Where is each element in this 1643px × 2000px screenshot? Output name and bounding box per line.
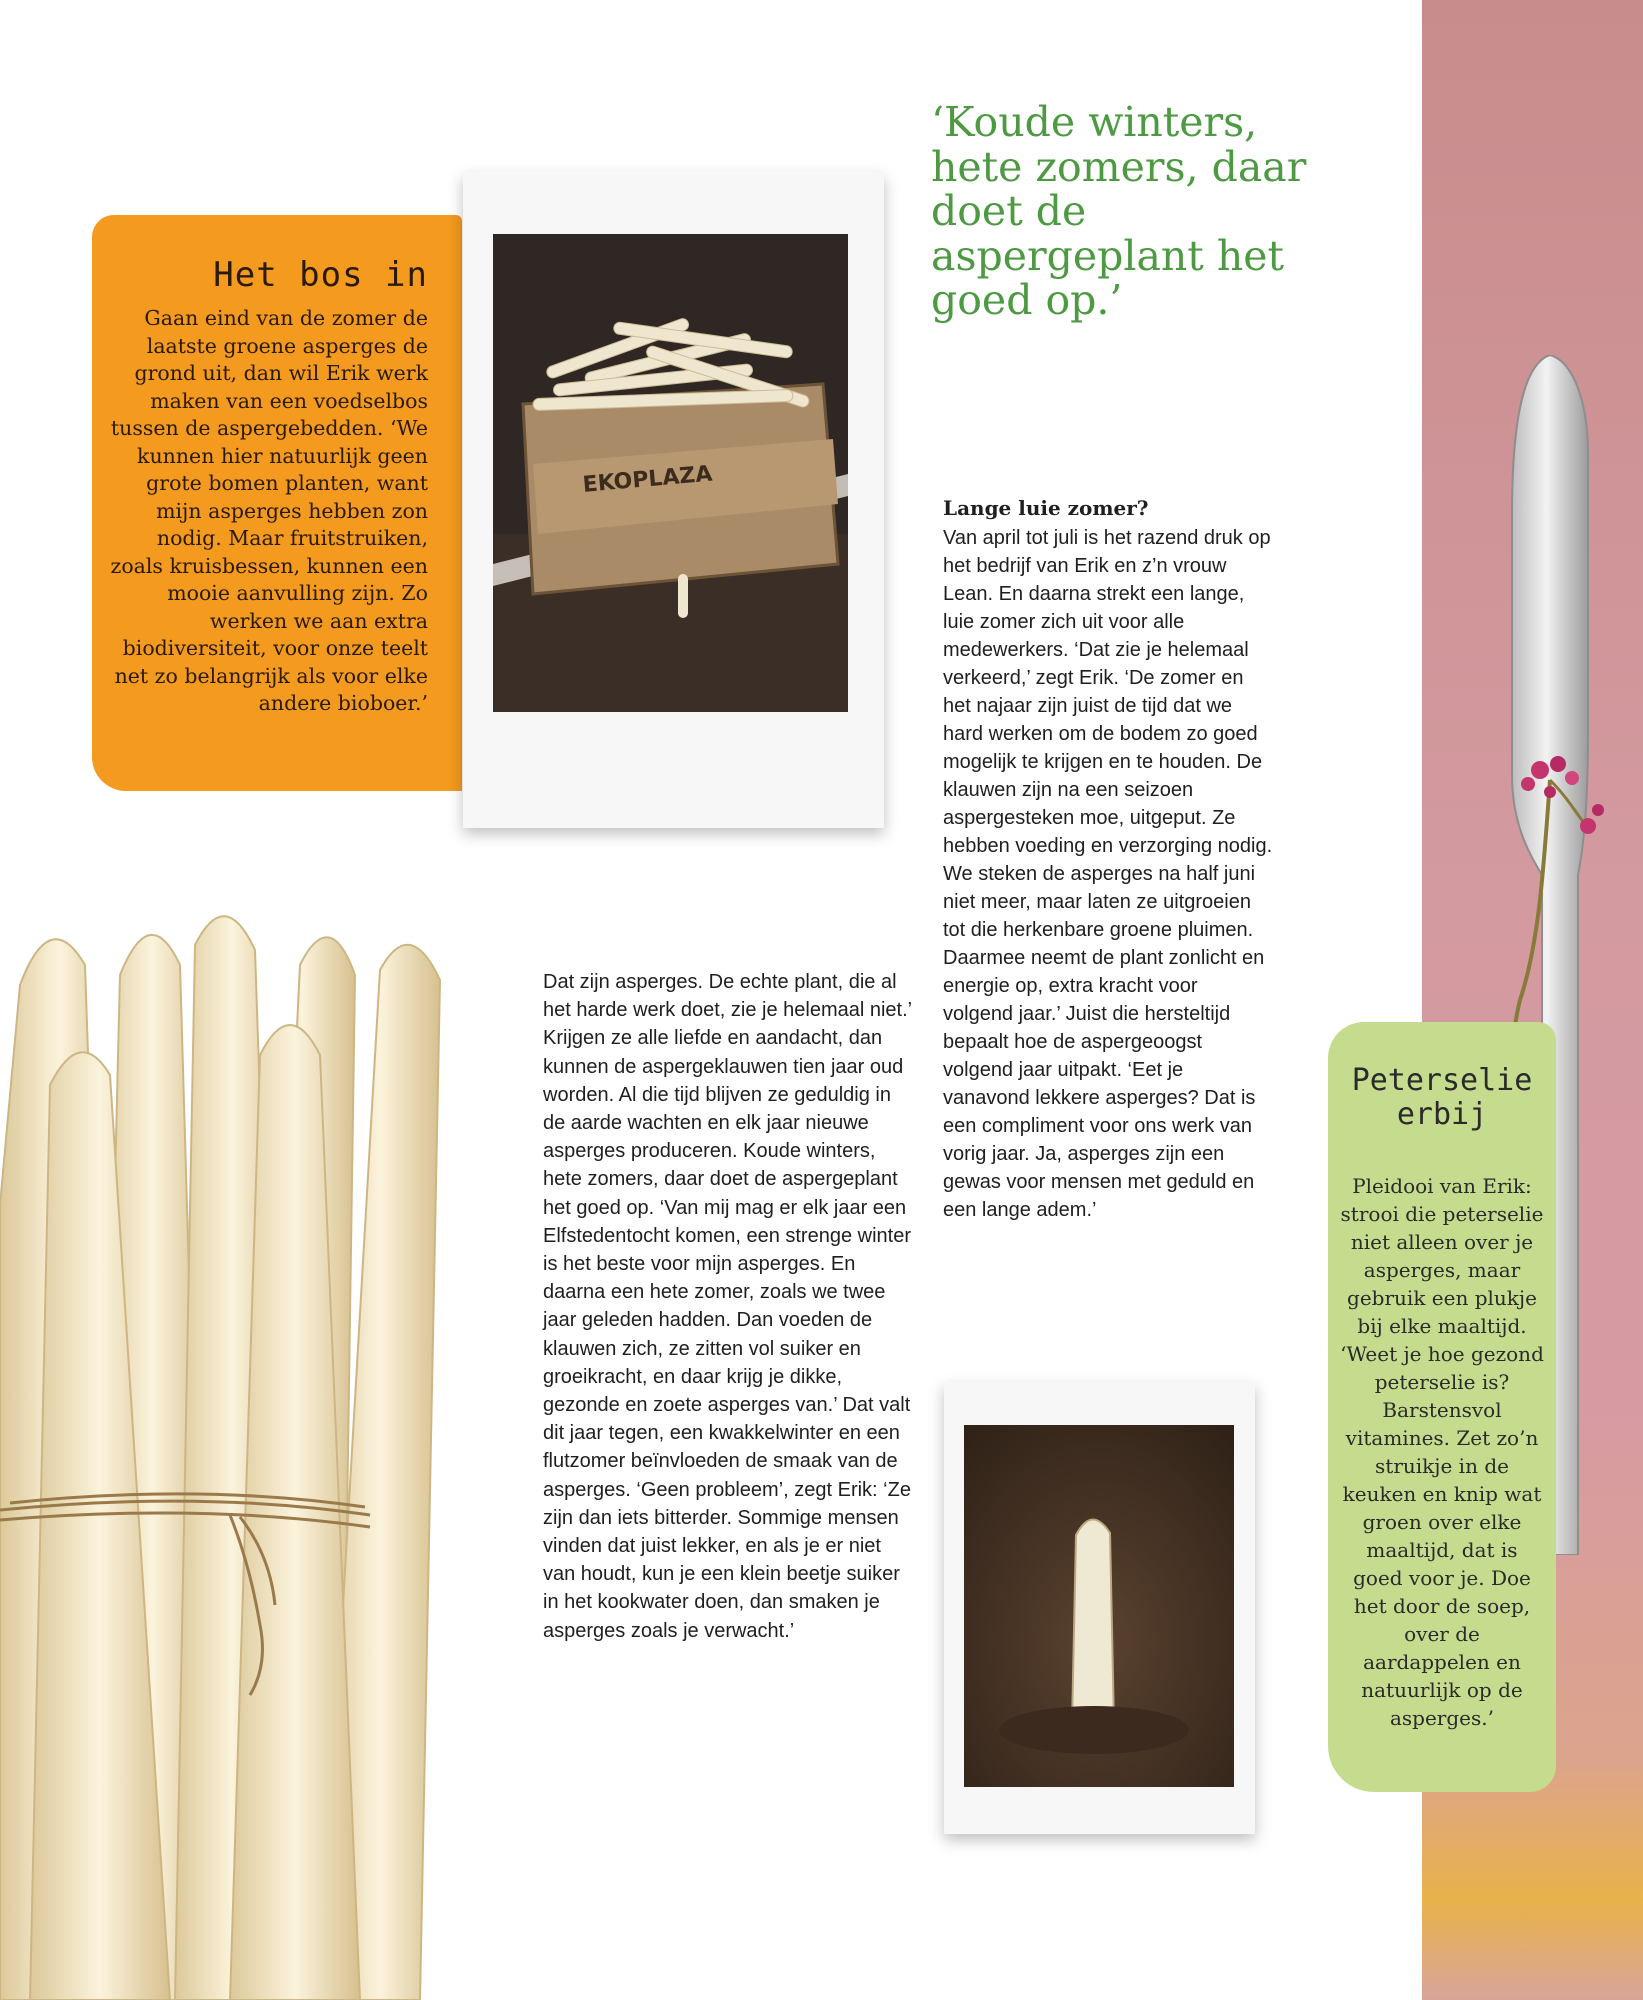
pull-quote: ‘Koude winters, hete zomers, daar doet de aspergeplant het goed op.’	[931, 98, 1307, 324]
sidebar-green-title: Peterselie erbij	[1351, 1063, 1533, 1132]
sidebar-orange-title: Het bos in	[213, 255, 428, 295]
crate-label: EKOPLAZA	[581, 461, 714, 498]
sidebar-orange-box	[92, 215, 462, 791]
sidebar-green-box	[1328, 1022, 1556, 1792]
asparagus-bundle-image	[0, 905, 455, 2000]
polaroid-crate-photo	[463, 172, 884, 828]
polaroid-soil-photo	[944, 1382, 1255, 1834]
middle-column-text: Dat zijn asperges. De echte plant, die al het harde werk doet, zie je helemaal niet.’ Krijgen ze alle liefde en aandacht, dan kunnen de aspergeklauwen tien jaar oud worden. Al die tijd blijven ze geduldig in de aarde wachten en elk jaar nieuwe asperges produceren. Koude winters, hete zomers, daar doet de aspergeplant het goed op. ‘Van mij mag er elk jaar een Elfstedentocht komen, een strenge winter is het beste voor mijn asperges. En daarna een hete zomer, zoals we twee jaar geleden hadden. Dan voeden de klauwen zich, ze zitten vol suiker en groeikracht, en daar krijg je dikke, gezonde en zoete asperges van.’ Dat valt dit jaar tegen, een kwakkelwinter en een flutzomer beïnvloeden de smaak van de asperges. ‘Geen probleem’, zegt Erik: ‘Ze zijn dan iets bitterder. Sommige mensen vinden dat juist lekker, en als je er niet van houdt, kun je een klein beetje suiker in het kookwater doen, dan smaken je asperges zoals je verwacht.’	[543, 971, 912, 1642]
crate-photo	[493, 234, 848, 712]
sidebar-orange-text: Gaan eind van de zomer de laatste groene asperges de grond uit, dan wil Erik werk maken van een voedselbos tussen de aspergebedden. ‘We kunnen hier natuurlijk geen grote bomen planten, want mijn asperges hebben zon nodig. Maar fruitstruiken, zoals kruisbessen, kunnen een mooie aanvulling zijn. Zo werken we aan extra biodiversiteit, voor onze teelt net zo belangrijk als voor elke andere bioboer.’	[110, 306, 428, 715]
section-heading: Lange luie zomer?	[943, 496, 1149, 520]
asparagus-in-soil-photo	[964, 1425, 1234, 1787]
right-column-text: Van april tot juli is het razend druk op het bedrijf van Erik en z’n vrouw Lean. En daarna strekt een lange, luie zomer zich uit voor alle medewerkers. ‘Dat zie je helemaal verkeerd,’ zegt Erik. ‘De zomer en het najaar zijn juist de tijd dat we hard werken om de bodem zo goed mogelijk te krijgen en te houden. De klauwen zijn na een seizoen aspergesteken moe, uitgeput. Ze hebben voeding en verzorging nodig. We steken de asperges na half juni niet meer, maar laten ze uitgroeien tot die herkenbare groene pluimen. Daarmee neemt de plant zonlicht en energie op, extra kracht voor volgend jaar.’ Juist die hersteltijd bepaalt hoe de aspergeoogst volgend jaar uitpakt. ‘Eet je vanavond lekkere asperges? Dat is een compliment voor ons werk van vorig jaar. Ja, asperges zijn een gewas voor mensen met geduld en een lange adem.’	[943, 527, 1273, 1221]
sidebar-green-text: Pleidooi van Erik: strooi die peterselie niet alleen over je asperges, maar gebruik een plukje bij elke maaltijd. ‘Weet je hoe gezond peterselie is? Barstensvol vitamines. Zet zo’n struikje in de keuken en knip wat groen over elke maaltijd, dat is goed voor je. Doe het door de soep, over de aardappelen en natuurlijk op de asperges.’	[1340, 1174, 1544, 1730]
